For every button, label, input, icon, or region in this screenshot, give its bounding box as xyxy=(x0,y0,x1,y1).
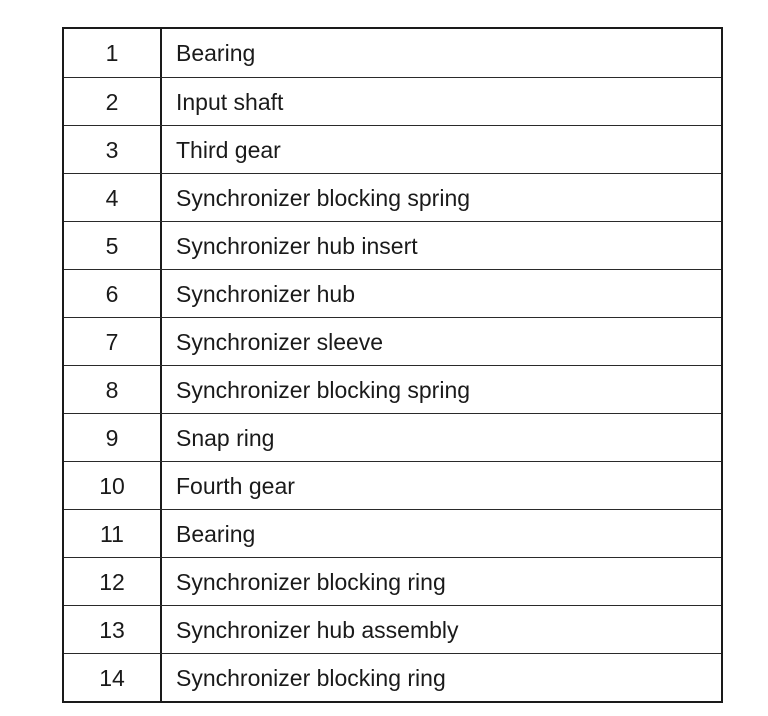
table-row xyxy=(64,365,721,413)
part-description: Fourth gear xyxy=(176,472,295,499)
table-row xyxy=(64,125,721,173)
part-number: 2 xyxy=(64,78,162,125)
part-description: Synchronizer hub assembly xyxy=(176,616,459,643)
part-description: Synchronizer blocking ring xyxy=(176,568,446,595)
part-description: Synchronizer blocking spring xyxy=(176,184,471,211)
part-number: 7 xyxy=(64,318,162,365)
table-row xyxy=(64,413,721,461)
part-number: 9 xyxy=(64,414,162,461)
part-number: 8 xyxy=(64,366,162,413)
parts-table xyxy=(62,27,723,703)
part-number: 10 xyxy=(64,462,162,509)
table-row xyxy=(64,317,721,365)
part-description: Synchronizer blocking ring xyxy=(176,664,446,691)
part-description: Bearing xyxy=(176,520,256,547)
table-row xyxy=(64,605,721,653)
part-number: 1 xyxy=(64,29,162,77)
part-number: 3 xyxy=(64,126,162,173)
part-number: 11 xyxy=(64,510,162,557)
part-number: 14 xyxy=(64,654,162,701)
part-description: Input shaft xyxy=(176,88,284,115)
part-number: 6 xyxy=(64,270,162,317)
table-row xyxy=(64,221,721,269)
part-description: Synchronizer hub insert xyxy=(176,232,418,259)
part-description: Synchronizer sleeve xyxy=(176,328,384,355)
table-row xyxy=(64,557,721,605)
part-description: Snap ring xyxy=(176,424,275,451)
part-description: Bearing xyxy=(176,40,256,66)
table-row xyxy=(64,29,721,77)
part-description: Third gear xyxy=(176,136,281,163)
table-row xyxy=(64,461,721,509)
part-number: 13 xyxy=(64,606,162,653)
part-number: 12 xyxy=(64,558,162,605)
table-row xyxy=(64,269,721,317)
table-row xyxy=(64,173,721,221)
part-description: Synchronizer hub xyxy=(176,280,355,307)
part-number: 5 xyxy=(64,222,162,269)
table-row xyxy=(64,509,721,557)
part-description: Synchronizer blocking spring xyxy=(176,376,471,403)
part-number: 4 xyxy=(64,174,162,221)
table-row xyxy=(64,77,721,125)
table-row xyxy=(64,653,721,701)
